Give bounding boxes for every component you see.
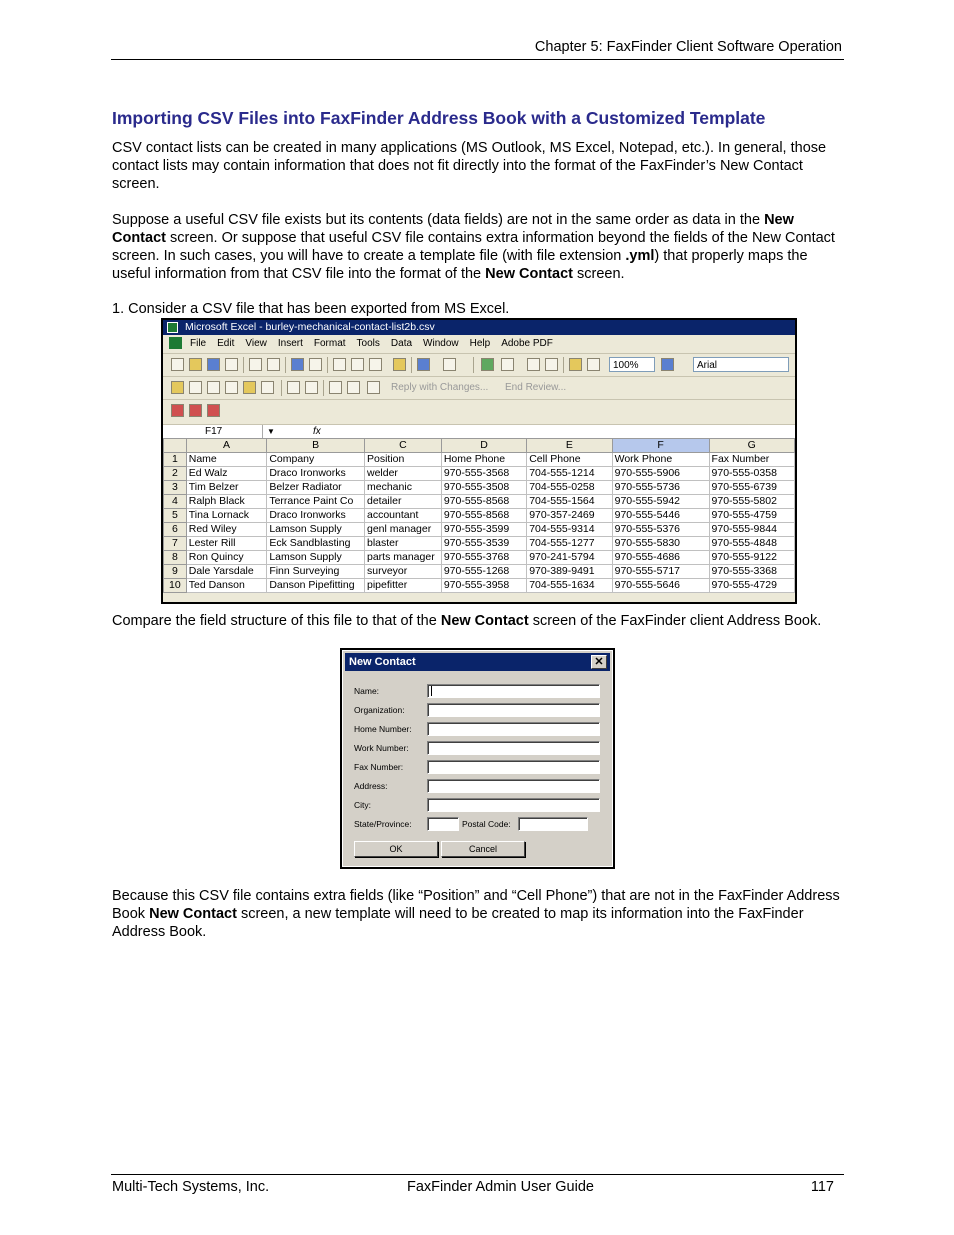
grid-cell[interactable]: Tim Belzer	[186, 481, 267, 495]
track-icon[interactable]	[243, 381, 256, 394]
table-row	[164, 453, 795, 467]
new-icon[interactable]	[171, 358, 184, 371]
name-label: Name:	[354, 686, 380, 696]
grid-cell[interactable]: genl manager	[365, 523, 442, 537]
intro-paragraph: CSV contact lists can be created in many applications (MS Outlook, MS Excel, Notepad, etc.). In general, those contact lists may contain information that does not fit directly into the format of the FaxFinder’s New Contact screen.	[112, 140, 827, 192]
dialog-title-bar	[345, 653, 610, 671]
row-header[interactable]: 7	[164, 537, 187, 551]
undo-icon[interactable]	[417, 358, 430, 371]
footer-guide-title: FaxFinder Admin User Guide	[407, 1179, 594, 1195]
menu-tools[interactable]: Tools	[356, 338, 380, 349]
grid-cell[interactable]: 704-555-1214	[527, 467, 612, 481]
name-field[interactable]	[427, 684, 600, 698]
excel-window	[161, 318, 797, 604]
column-header[interactable]: A	[186, 439, 267, 453]
reviewing-toolbar	[163, 377, 795, 400]
row-header[interactable]: 10	[164, 579, 187, 593]
grid-cell[interactable]: surveyor	[365, 565, 442, 579]
excel-title-bar	[163, 320, 795, 335]
comment-icon[interactable]	[287, 381, 300, 394]
grid-cell[interactable]: Fax Number	[709, 453, 794, 467]
grid-cell[interactable]: 970-555-3958	[441, 579, 526, 593]
save-icon[interactable]	[207, 358, 220, 371]
state-province-field[interactable]	[427, 817, 459, 831]
grid-cell[interactable]: Home Phone	[441, 453, 526, 467]
grid-cell[interactable]: 970-555-4686	[612, 551, 709, 565]
standard-toolbar	[163, 354, 795, 377]
page-footer	[111, 1174, 844, 1205]
grid-cell[interactable]: Cell Phone	[527, 453, 612, 467]
grid-cell[interactable]: Ed Walz	[186, 467, 267, 481]
sort-descending-icon[interactable]	[545, 358, 558, 371]
table-row	[164, 495, 795, 509]
grid-cell[interactable]: 704-555-1564	[527, 495, 612, 509]
grid-cell[interactable]: welder	[365, 467, 442, 481]
grid-cell[interactable]: 970-555-3368	[709, 565, 794, 579]
grid-cell[interactable]: 970-555-5942	[612, 495, 709, 509]
city-label: City:	[354, 800, 371, 810]
help-icon[interactable]	[661, 358, 674, 371]
grid-cell[interactable]: Work Phone	[612, 453, 709, 467]
home-number-field[interactable]	[427, 722, 600, 736]
reply-with-changes-button[interactable]: Reply with Changes...	[391, 382, 489, 393]
excel-app-icon	[167, 322, 178, 333]
folder-icon[interactable]	[171, 381, 184, 394]
organization-field[interactable]	[427, 703, 600, 717]
compare-paragraph: Compare the field structure of this file to that of the New Contact screen of the FaxFinder client Address Book.	[112, 613, 822, 629]
step-1: 1. Consider a CSV file that has been exported from MS Excel.	[112, 301, 510, 317]
postal-code-field[interactable]	[518, 817, 588, 831]
hyperlink-icon[interactable]	[481, 358, 494, 371]
paste-icon[interactable]	[369, 358, 382, 371]
menu-view[interactable]: View	[245, 338, 267, 349]
grid-cell[interactable]: 970-555-8568	[441, 495, 526, 509]
fx-icon: fx	[313, 426, 321, 437]
page-number: 117	[810, 1179, 834, 1195]
fax-number-field[interactable]	[427, 760, 600, 774]
table-row	[164, 509, 795, 523]
column-header[interactable]: C	[365, 439, 442, 453]
row-header[interactable]: 4	[164, 495, 187, 509]
grid-cell[interactable]: 970-555-5830	[612, 537, 709, 551]
grid-cell[interactable]: 970-555-5646	[612, 579, 709, 593]
sort-ascending-icon[interactable]	[527, 358, 540, 371]
grid-cell[interactable]: Red Wiley	[186, 523, 267, 537]
grid-cell[interactable]: 970-555-3539	[441, 537, 526, 551]
show-comments-icon[interactable]	[329, 381, 342, 394]
grid-cell[interactable]: 970-555-8568	[441, 509, 526, 523]
autosum-icon[interactable]	[501, 358, 514, 371]
convert-pdf-review-icon[interactable]	[207, 404, 220, 417]
grid-cell[interactable]: pipefitter	[365, 579, 442, 593]
table-row	[164, 537, 795, 551]
table-row	[164, 523, 795, 537]
grid-cell[interactable]: accountant	[365, 509, 442, 523]
workbook-icon[interactable]	[169, 337, 182, 349]
grid-cell[interactable]: blaster	[365, 537, 442, 551]
row-header[interactable]: 8	[164, 551, 187, 565]
grid-cell[interactable]: Draco Ironworks	[267, 467, 365, 481]
grid-cell[interactable]: 970-555-5376	[612, 523, 709, 537]
menu-window[interactable]: Window	[423, 338, 459, 349]
grid-cell[interactable]: 970-555-9844	[709, 523, 794, 537]
menu-insert[interactable]: Insert	[277, 338, 303, 349]
grid-cell[interactable]: Lester Rill	[186, 537, 267, 551]
grid-cell[interactable]: 704-555-1277	[527, 537, 612, 551]
grid-cell[interactable]: 970-555-1268	[441, 565, 526, 579]
menu-file[interactable]: File	[190, 338, 207, 349]
postal-code-label: Postal Code:	[462, 819, 511, 829]
menu-adobe-pdf[interactable]: Adobe PDF	[501, 338, 553, 349]
grid-cell[interactable]: Company	[267, 453, 365, 467]
work-number-field[interactable]	[427, 741, 600, 755]
work-number-label: Work Number:	[354, 743, 409, 753]
column-header[interactable]: D	[441, 439, 526, 453]
row-header[interactable]: 9	[164, 565, 187, 579]
email-icon[interactable]	[225, 381, 238, 394]
table-row	[164, 579, 795, 593]
grid-cell[interactable]: 970-555-5906	[612, 467, 709, 481]
table-row	[164, 565, 795, 579]
grid-cell[interactable]: parts manager	[365, 551, 442, 565]
footer-company: Multi-Tech Systems, Inc.	[112, 1179, 270, 1195]
open-icon[interactable]	[189, 358, 202, 371]
column-header[interactable]: G	[709, 439, 794, 453]
discussion-icon[interactable]	[367, 381, 380, 394]
format-painter-icon[interactable]	[393, 358, 406, 371]
grid-cell[interactable]: 970-555-3568	[441, 467, 526, 481]
delete-comment-icon[interactable]	[305, 381, 318, 394]
new-contact-dialog	[340, 648, 615, 869]
cancel-button[interactable]: Cancel	[441, 841, 525, 857]
page-header	[111, 38, 844, 60]
organization-label: Organization:	[354, 705, 405, 715]
spelling-icon[interactable]	[291, 358, 304, 371]
table-row	[164, 551, 795, 565]
print-preview-icon[interactable]	[267, 358, 280, 371]
send-icon[interactable]	[189, 381, 202, 394]
grid-cell[interactable]: 970-555-0358	[709, 467, 794, 481]
redo-icon[interactable]	[443, 358, 456, 371]
column-header[interactable]: E	[527, 439, 612, 453]
scenario-paragraph: Suppose a useful CSV file exists but its contents (data fields) are not in the same order as data in the New Contact screen. Or suppose that useful CSV file contains extra information beyond the fields of the New Contact screen. In such cases, you will have to create a template file (with file extension .yml) that properly maps the useful information from that CSV file into the format of the New Contact screen.	[112, 212, 835, 282]
end-review-button[interactable]: End Review...	[505, 382, 567, 393]
grid-cell[interactable]: Eck Sandblasting	[267, 537, 365, 551]
section-heading: Importing CSV Files into FaxFinder Address Book with a Customized Template	[112, 108, 766, 128]
grid-cell[interactable]: Belzer Radiator	[267, 481, 365, 495]
conclusion-paragraph: Because this CSV file contains extra fields (like “Position” and “Cell Phone”) that are not in the FaxFinder Address Book New Contact screen, a new template will need to be created to map its information into the FaxFinder Address Book.	[112, 888, 840, 940]
zoom-combo[interactable]: 100%	[609, 357, 655, 372]
menu-data[interactable]: Data	[390, 338, 413, 349]
table-row	[164, 467, 795, 481]
grid-cell[interactable]: Ron Quincy	[186, 551, 267, 565]
grid-cell[interactable]: 970-357-2469	[527, 509, 612, 523]
grid-cell[interactable]: Dale Yarsdale	[186, 565, 267, 579]
grid-cell[interactable]: Ted Danson	[186, 579, 267, 593]
grid-cell[interactable]: Position	[365, 453, 442, 467]
grid-cell[interactable]: 704-555-1634	[527, 579, 612, 593]
grid-cell[interactable]: 970-555-3508	[441, 481, 526, 495]
grid-cell[interactable]: Finn Surveying	[267, 565, 365, 579]
grid-cell[interactable]: 970-555-9122	[709, 551, 794, 565]
permission-icon[interactable]	[225, 358, 238, 371]
convert-pdf-icon[interactable]	[171, 404, 184, 417]
chart-wizard-icon[interactable]	[569, 358, 582, 371]
grid-cell[interactable]: Tina Lornack	[186, 509, 267, 523]
fax-number-label: Fax Number:	[354, 762, 404, 772]
column-header[interactable]: F	[612, 439, 709, 453]
grid-cell[interactable]: 970-555-5717	[612, 565, 709, 579]
select-all-corner[interactable]	[164, 439, 187, 453]
grid-cell[interactable]: detailer	[365, 495, 442, 509]
send-2-icon[interactable]	[207, 381, 220, 394]
grid-cell[interactable]: 970-555-5736	[612, 481, 709, 495]
menu-help[interactable]: Help	[469, 338, 491, 349]
grid-cell[interactable]: 970-555-4848	[709, 537, 794, 551]
ink-icon[interactable]	[347, 381, 360, 394]
row-header[interactable]: 3	[164, 481, 187, 495]
copy-icon[interactable]	[351, 358, 364, 371]
drawing-icon[interactable]	[587, 358, 600, 371]
grid-cell[interactable]: Draco Ironworks	[267, 509, 365, 523]
grid-cell[interactable]: Lamson Supply	[267, 551, 365, 565]
grid-cell[interactable]: Ralph Black	[186, 495, 267, 509]
row-header[interactable]: 1	[164, 453, 187, 467]
grid-cell[interactable]: Danson Pipefitting	[267, 579, 365, 593]
font-combo[interactable]: Arial	[693, 357, 789, 372]
excel-title: Microsoft Excel - burley-mechanical-contact-list2b.csv	[185, 321, 435, 333]
grid-cell[interactable]: Terrance Paint Co	[267, 495, 365, 509]
grid-cell[interactable]: 970-555-3599	[441, 523, 526, 537]
grid-cell[interactable]: 970-555-4759	[709, 509, 794, 523]
menu-format[interactable]: Format	[313, 338, 346, 349]
dialog-title: New Contact	[349, 656, 416, 668]
grid-cell[interactable]: Lamson Supply	[267, 523, 365, 537]
address-label: Address:	[354, 781, 388, 791]
excel-menu-bar	[163, 335, 795, 354]
convert-pdf-email-icon[interactable]	[189, 404, 202, 417]
pdf-toolbar	[163, 400, 795, 425]
chapter-title: Chapter 5: FaxFinder Client Software Operation	[534, 39, 842, 55]
grid-cell[interactable]: Name	[186, 453, 267, 467]
cut-icon[interactable]	[333, 358, 346, 371]
grid-cell[interactable]: 970-555-6739	[709, 481, 794, 495]
state-province-label: State/Province:	[354, 819, 412, 829]
name-box-dropdown-icon[interactable]: ▼	[267, 427, 275, 436]
table-row	[164, 481, 795, 495]
row-header[interactable]: 5	[164, 509, 187, 523]
name-box[interactable]: F17	[163, 425, 263, 439]
compare-icon[interactable]	[261, 381, 274, 394]
grid-cell[interactable]: 970-555-5802	[709, 495, 794, 509]
city-field[interactable]	[427, 798, 600, 812]
menu-edit[interactable]: Edit	[217, 338, 235, 349]
ok-button[interactable]: OK	[354, 841, 438, 857]
column-header[interactable]: B	[267, 439, 365, 453]
grid-cell[interactable]: 970-555-5446	[612, 509, 709, 523]
grid-cell[interactable]: 970-555-3768	[441, 551, 526, 565]
grid-cell[interactable]: 704-555-9314	[527, 523, 612, 537]
address-field[interactable]	[427, 779, 600, 793]
grid-cell[interactable]: 970-555-4729	[709, 579, 794, 593]
print-icon[interactable]	[249, 358, 262, 371]
close-icon[interactable]: ✕	[591, 655, 607, 669]
home-number-label: Home Number:	[354, 724, 412, 734]
row-header[interactable]: 6	[164, 523, 187, 537]
spreadsheet-grid	[163, 438, 795, 593]
grid-cell[interactable]: 970-241-5794	[527, 551, 612, 565]
research-icon[interactable]	[309, 358, 322, 371]
grid-cell[interactable]: 970-389-9491	[527, 565, 612, 579]
grid-cell[interactable]: 704-555-0258	[527, 481, 612, 495]
row-header[interactable]: 2	[164, 467, 187, 481]
grid-cell[interactable]: mechanic	[365, 481, 442, 495]
